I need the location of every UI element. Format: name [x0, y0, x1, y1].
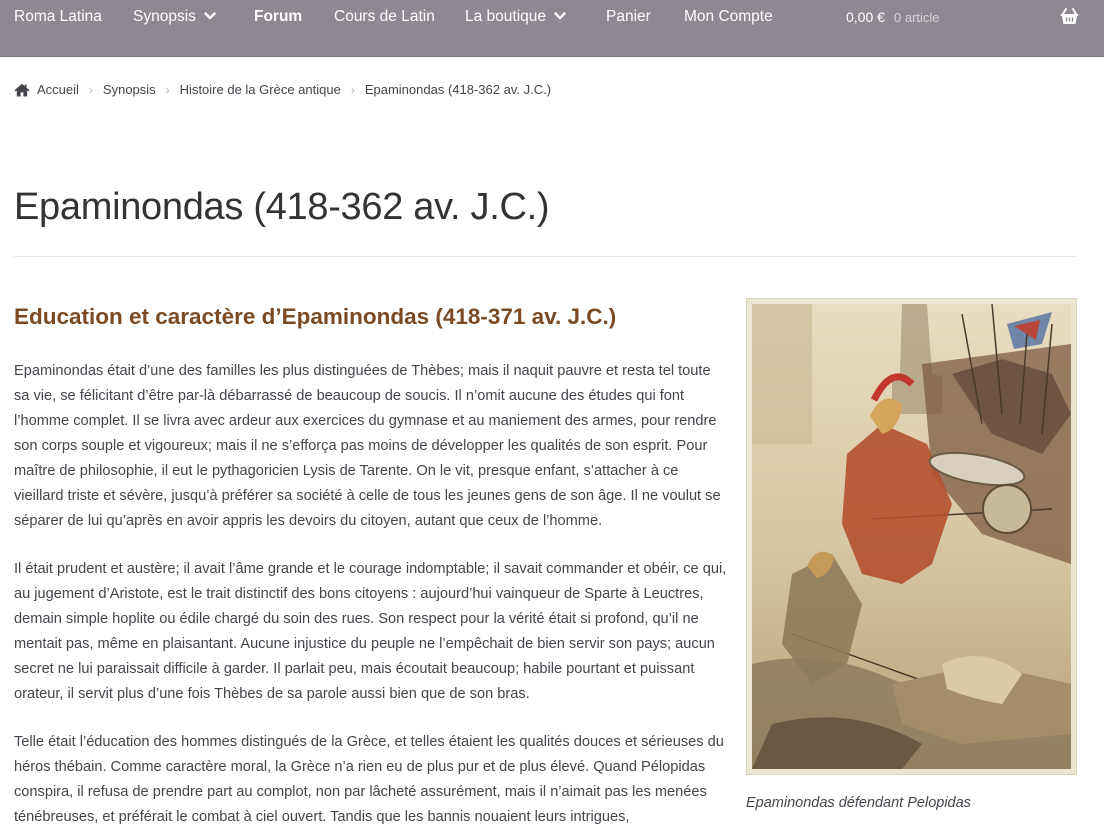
breadcrumb-link-synopsis[interactable]: Synopsis — [102, 82, 156, 97]
cart-total[interactable]: 0,00 € — [846, 9, 885, 25]
nav-item-synopsis-label: Synopsis — [133, 8, 196, 25]
paragraph: Il était prudent et austère; il avait l’âme grande et le courage indomptable; il savait commander et obéir, ce qui, au jugement d’Aristote, est le trait distinctif des bons citoyens : aujourd’hui vainqueur de Sparte à Leuctres, demain simple hoplite ou édile chargé du soin des rues. Son respect pour la vérité était si profond, qu’il ne mentait pas, même en plaisantant. Aucune injustice du peuple ne l’empêchait de bien servir son pays; aucun secret ne lui paraissait difficile à garder. Il parlait peu, mais écoutait beaucoup; habile pourtant et puissant orateur, il servit plus d’une fois Thèbes de sa parole aussi bien que de son bras. — [14, 561, 727, 702]
article-body — [14, 359, 730, 831]
battle-painting-image[interactable] — [752, 304, 1071, 769]
nav-item-panier[interactable]: Panier — [606, 8, 651, 25]
breadcrumb-current: Epaminondas (418-362 av. J.C.) — [364, 82, 552, 97]
nav-item-forum[interactable]: Forum — [254, 8, 303, 25]
chevron-right-icon: › — [88, 82, 93, 97]
nav-item-la-boutique[interactable] — [465, 8, 566, 26]
chevron-right-icon: › — [350, 82, 355, 97]
basket-icon[interactable] — [1060, 8, 1079, 25]
chevron-down-icon — [204, 10, 216, 22]
nav-item-roma-latina[interactable]: Roma Latina — [14, 8, 102, 25]
home-icon — [14, 83, 30, 97]
top-navigation-bar — [0, 0, 1104, 57]
nav-item-cours-de-latin[interactable]: Cours de Latin — [334, 8, 435, 25]
paragraph: Telle était l’éducation des hommes distingués de la Grèce, et telles étaient les qualités douces et sérieuses du héros thébain. Comme caractère moral, la Grèce n’a rien eu de plus pur et de plus élevé. Quand Pélopidas conspira, il refusa de prendre part au complot, non par lâcheté assurément, mais il n’aimait pas les menées ténébreuses, et préférait le combat à ciel ouvert. Tandis que les bannis nouaient leurs intrigues, — [14, 734, 724, 825]
breadcrumb — [14, 82, 551, 97]
breadcrumb-link-accueil[interactable]: Accueil — [37, 82, 79, 97]
nav-item-synopsis[interactable] — [133, 8, 216, 26]
paragraph: Epaminondas était d’une des familles les plus distinguées de Thèbes; mais il naquit pauvre et resta tel toute sa vie, se félicitant d’être par-là débarrassé de beaucoup de soucis. Il n’omit aucune des études qui font l’homme complet. Il se livra avec ardeur aux exercices du gymnase et au maniement des armes, pour rendre son corps souple et vigoureux; mais il ne s’efforça pas moins de développer les qualités de son esprit. Pour maître de philosophie, il eut le pythagoricien Lysis de Tarente. On le vit, presque enfant, s’attacher à ce vieillard triste et sévère, jusqu’à préférer sa société à celle de tous les jeunes gens de son âge. Il ne voulut se séparer de lui qu’après en avoir appris les devoirs du citoyen, autant que ceux de l’homme. — [14, 363, 721, 529]
chevron-down-icon — [554, 10, 566, 22]
figure-caption: Epaminondas défendant Pelopidas — [746, 795, 971, 811]
title-divider — [14, 256, 1077, 257]
chevron-right-icon: › — [165, 82, 170, 97]
cart-count[interactable]: 0 article — [894, 10, 940, 25]
figure-frame — [746, 298, 1077, 775]
page-title: Epaminondas (418-362 av. J.C.) — [14, 186, 550, 228]
section-heading: Education et caractère d’Epaminondas (418-371 av. J.C.) — [14, 304, 617, 329]
breadcrumb-link-histoire-grece[interactable]: Histoire de la Grèce antique — [179, 82, 341, 97]
nav-item-mon-compte[interactable]: Mon Compte — [684, 8, 773, 25]
nav-item-la-boutique-label: La boutique — [465, 8, 547, 25]
